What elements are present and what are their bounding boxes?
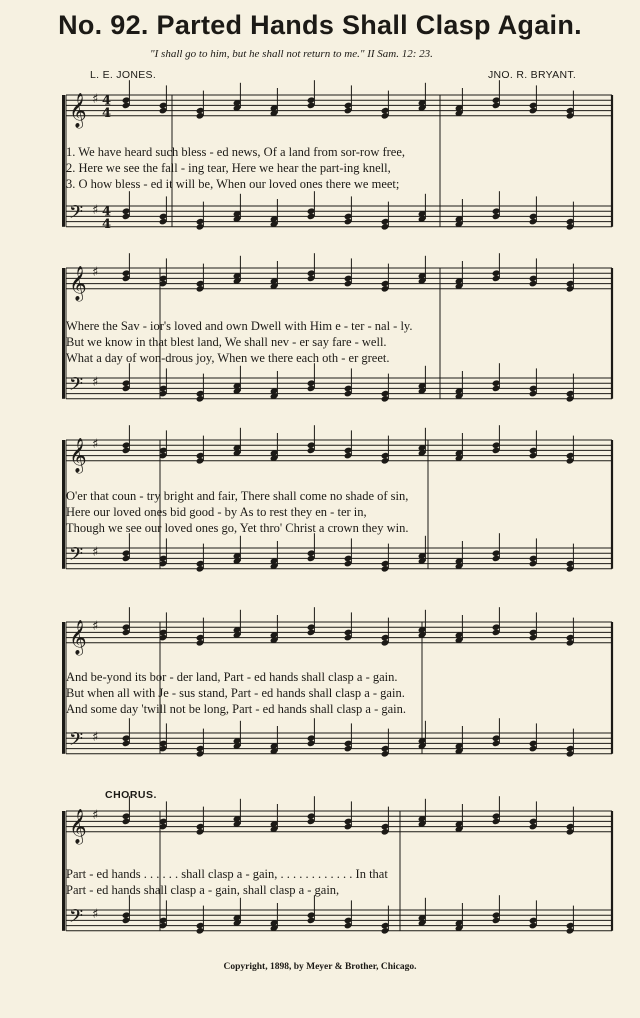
time-signature-icon: 4	[102, 105, 112, 121]
key-signature-sharp-icon: ♯	[92, 619, 99, 635]
treble-clef-icon: 𝄞	[69, 265, 87, 301]
lyric-verse-2: 2. Here we see the fall - ing tear, Here we hear the part-ing knell,	[66, 161, 391, 175]
lyric-verse-1: And be-yond its bor - der land, Part - ed hands shall clasp a - gain.	[66, 670, 398, 684]
lyric-verse-2: But we know in that blest land, We shall nev - er say fare - well.	[66, 335, 387, 349]
system-brace	[62, 268, 65, 399]
time-signature-icon: 4	[102, 204, 112, 220]
lyric-verse-2: But when all with Je - sus stand, Part - ed hands shall clasp a - gain.	[66, 686, 405, 700]
chorus-label: CHORUS.	[105, 789, 157, 801]
lyrics-system-2	[66, 318, 612, 366]
composer-credit: JNO. R. BRYANT.	[488, 69, 577, 81]
treble-clef-icon: 𝄞	[69, 437, 87, 473]
system-brace	[62, 811, 65, 931]
key-signature-sharp-icon: ♯	[92, 907, 99, 923]
treble-clef-icon: 𝄞	[69, 808, 87, 844]
bass-clef-icon: 𝄢	[69, 544, 84, 570]
key-signature-sharp-icon: ♯	[92, 437, 99, 453]
key-signature-sharp-icon: ♯	[92, 545, 99, 561]
lyric-chorus-main: Part - ed hands . . . . . . shall clasp a - gain, . . . . . . . . . . . . In that	[66, 867, 388, 881]
lyric-chorus-echo: Part - ed hands shall clasp a - gain, shall clasp a - gain,	[66, 883, 340, 897]
lyric-verse-3: 3. O how bless - ed it will be, When our loved ones there we meet;	[66, 177, 400, 191]
key-signature-sharp-icon: ♯	[92, 808, 99, 824]
bass-clef-icon: 𝄢	[69, 374, 84, 400]
lyric-verse-1: Where the Sav - ior's loved and own Dwell with Him e - ter - nal - ly.	[66, 319, 413, 333]
hymn-title: No. 92. Parted Hands Shall Clasp Again.	[58, 10, 582, 40]
lyric-verse-1: 1. We have heard such bless - ed news, Of a land from sor-row free,	[66, 145, 406, 159]
lyrics-system-4	[66, 669, 612, 717]
treble-clef-icon: 𝄞	[69, 92, 87, 128]
treble-clef-icon: 𝄞	[69, 619, 87, 655]
scripture-epigraph: "I shall go to him, but he shall not return to me." II Sam. 12: 23.	[150, 48, 433, 60]
system-brace	[62, 622, 65, 754]
key-signature-sharp-icon: ♯	[92, 265, 99, 281]
lyricist-credit: L. E. JONES.	[90, 69, 157, 81]
lyrics-system-1	[66, 144, 612, 192]
lyric-verse-2: Here our loved ones bid good - by As to rest they en - ter in,	[66, 505, 367, 519]
time-signature-icon: 4	[102, 93, 112, 109]
lyrics-system-5	[66, 866, 612, 898]
key-signature-sharp-icon: ♯	[92, 203, 99, 219]
lyrics-system-3	[66, 488, 612, 536]
time-signature-icon: 4	[102, 216, 112, 232]
system-brace	[62, 95, 65, 227]
copyright-notice: Copyright, 1898, by Meyer & Brother, Chicago.	[223, 962, 417, 972]
lyric-verse-3: And some day 'twill not be long, Part - ed hands shall clasp a - gain.	[66, 702, 407, 716]
bass-clef-icon: 𝄢	[69, 729, 84, 755]
bass-clef-icon: 𝄢	[69, 906, 84, 932]
bass-clef-icon: 𝄢	[69, 202, 84, 228]
key-signature-sharp-icon: ♯	[92, 92, 99, 108]
lyric-verse-3: What a day of won-drous joy, When we there each oth - er greet.	[66, 351, 390, 365]
lyric-verse-3: Though we see our loved ones go, Yet thro' Christ a crown they win.	[66, 521, 409, 535]
lyric-verse-1: O'er that coun - try bright and fair, There shall come no shade of sin,	[66, 489, 409, 503]
key-signature-sharp-icon: ♯	[92, 375, 99, 391]
system-brace	[62, 440, 65, 569]
key-signature-sharp-icon: ♯	[92, 730, 99, 746]
